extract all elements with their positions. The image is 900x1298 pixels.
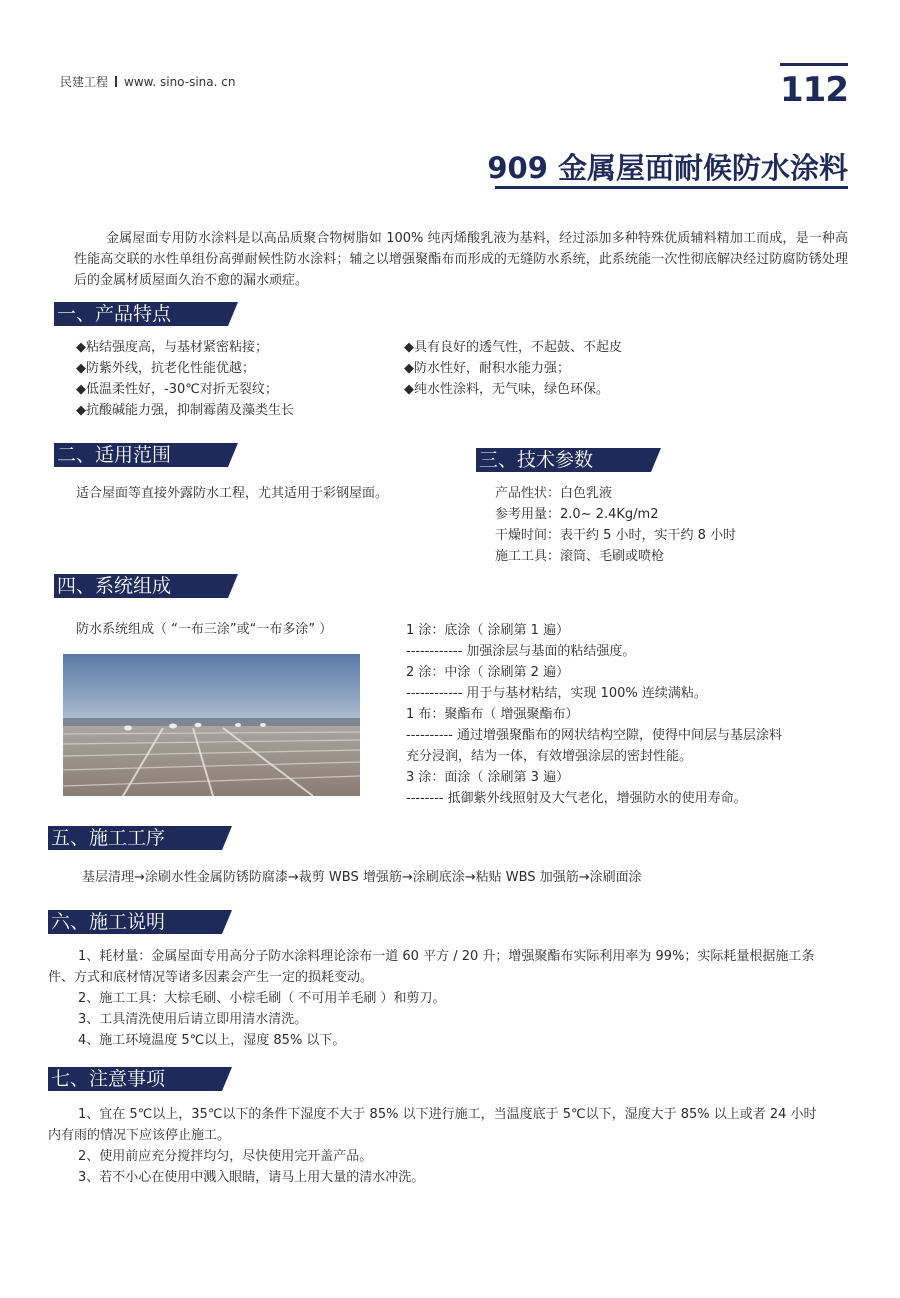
system-step: 3 涂：面涂（ 涂刷第 3 遍）: [406, 770, 570, 785]
title-underline: [495, 186, 848, 189]
instruction-item: 2、施工工具：大棕毛刷、小棕毛刷（ 不可用羊毛刷 ）和剪刀。: [78, 991, 446, 1006]
metal-roof-photo-graphic: [63, 654, 360, 796]
feature-item: ◆具有良好的透气性，不起鼓、不起皮: [404, 340, 622, 355]
section-heading-instructions: 六、施工说明: [48, 910, 232, 934]
website-url: www. sino-sina. cn: [124, 75, 236, 89]
brand-name: 民建工程: [60, 75, 109, 89]
section-heading-scope: 二、适用范围: [54, 443, 238, 467]
system-step: ------------ 用于与基材粘结，实现 100% 连续满粘。: [406, 686, 707, 701]
section-heading-features: 一、产品特点: [54, 302, 238, 326]
section-heading-notes: 七、注意事项: [48, 1067, 232, 1091]
feature-item: ◆纯水性涂料，无气味，绿色环保。: [404, 382, 609, 397]
system-step: 充分浸润，结为一体，有效增强涂层的密封性能。: [406, 749, 693, 764]
page-header: [60, 73, 235, 90]
feature-item: ◆抗酸碱能力强，抑制霉菌及藻类生长: [76, 403, 294, 418]
feature-item: ◆低温柔性好，-30℃对折无裂纹；: [76, 382, 278, 397]
section-heading-tech: 三、技术参数: [476, 448, 661, 472]
intro-paragraph: 金属屋面专用防水涂料是以高品质聚合物树脂如 100% 纯丙烯酸乳液为基料，经过添加多种特殊优质辅料精加工而成，是一种高性能高交联的水性单组份高弹耐候性防水涂料；辅之以增强聚酯布而形成的无缝防水系统，此系统能一次性彻底解决经过防腐防锈处理后的金属材质屋面久治不愈的漏水顽症。: [74, 231, 848, 288]
system-step: 1 涂：底涂（ 涂刷第 1 遍）: [406, 623, 570, 638]
tech-param: 干燥时间：表干约 5 小时，实干约 8 小时: [495, 528, 737, 543]
system-step: 1 布：聚酯布（ 增强聚酯布）: [406, 707, 579, 722]
page-title: 909 金属屋面耐候防水涂料: [487, 151, 848, 185]
system-label: 防水系统组成（ “一布三涂”或“一布多涂” ）: [76, 622, 333, 637]
system-step: 2 涂：中涂（ 涂刷第 2 遍）: [406, 665, 570, 680]
feature-item: ◆粘结强度高，与基材紧密粘接；: [76, 340, 268, 355]
system-step: ---------- 通过增强聚酯布的网状结构空隙，使得中间层与基层涂料: [406, 728, 783, 743]
page-number-rule: [780, 63, 848, 66]
procedure-text: 基层清理→涂刷水性金属防锈防腐漆→裁剪 WBS 增强筋→涂刷底涂→粘贴 WBS 加强筋→涂刷面涂: [82, 870, 642, 885]
system-step: ------------ 加强涂层与基面的粘结强度。: [406, 644, 636, 659]
note-item: 1、宜在 5℃以上，35℃以下的条件下湿度不大于 85% 以下进行施工，当温度底于 5℃以下，湿度大于 85% 以上或者 24 小时内有雨的情况下应该停止施工。: [48, 1107, 817, 1143]
scope-text: 适合屋面等直接外露防水工程，尤其适用于彩钢屋面。: [76, 486, 389, 501]
note-item: 3、若不小心在使用中溅入眼睛，请马上用大量的清水冲洗。: [78, 1170, 425, 1185]
feature-item: ◆防紫外线，抗老化性能优越；: [76, 361, 255, 376]
tech-param: 参考用量：2.0~ 2.4Kg/m2: [495, 507, 659, 522]
note-item: 2、使用前应充分搅拌均匀，尽快使用完开盖产品。: [78, 1149, 373, 1164]
metal-roof-photo: [63, 654, 360, 796]
instruction-item: 3、工具清洗使用后请立即用清水清洗。: [78, 1012, 308, 1027]
tech-param: 产品性状：白色乳液: [495, 486, 613, 501]
instruction-item: 1、耗材量：金属屋面专用高分子防水涂料理论涂布一道 60 平方 / 20 升；增强聚酯布实际利用率为 99%；实际耗量根据施工条件、方式和底材情况等诸多因素会产生一定的损耗变动。: [48, 949, 815, 985]
tech-param: 施工工具：滚筒、毛刷或喷枪: [495, 549, 665, 564]
section-heading-procedure: 五、施工工序: [48, 826, 232, 850]
section-heading-system: 四、系统组成: [54, 574, 238, 598]
feature-item: ◆防水性好，耐积水能力强；: [404, 361, 570, 376]
header-divider: [115, 76, 117, 87]
instruction-item: 4、施工环境温度 5℃以上，湿度 85% 以下。: [78, 1033, 346, 1048]
system-step: -------- 抵御紫外线照射及大气老化，增强防水的使用寿命。: [406, 791, 747, 806]
page-number: 112: [780, 70, 848, 110]
